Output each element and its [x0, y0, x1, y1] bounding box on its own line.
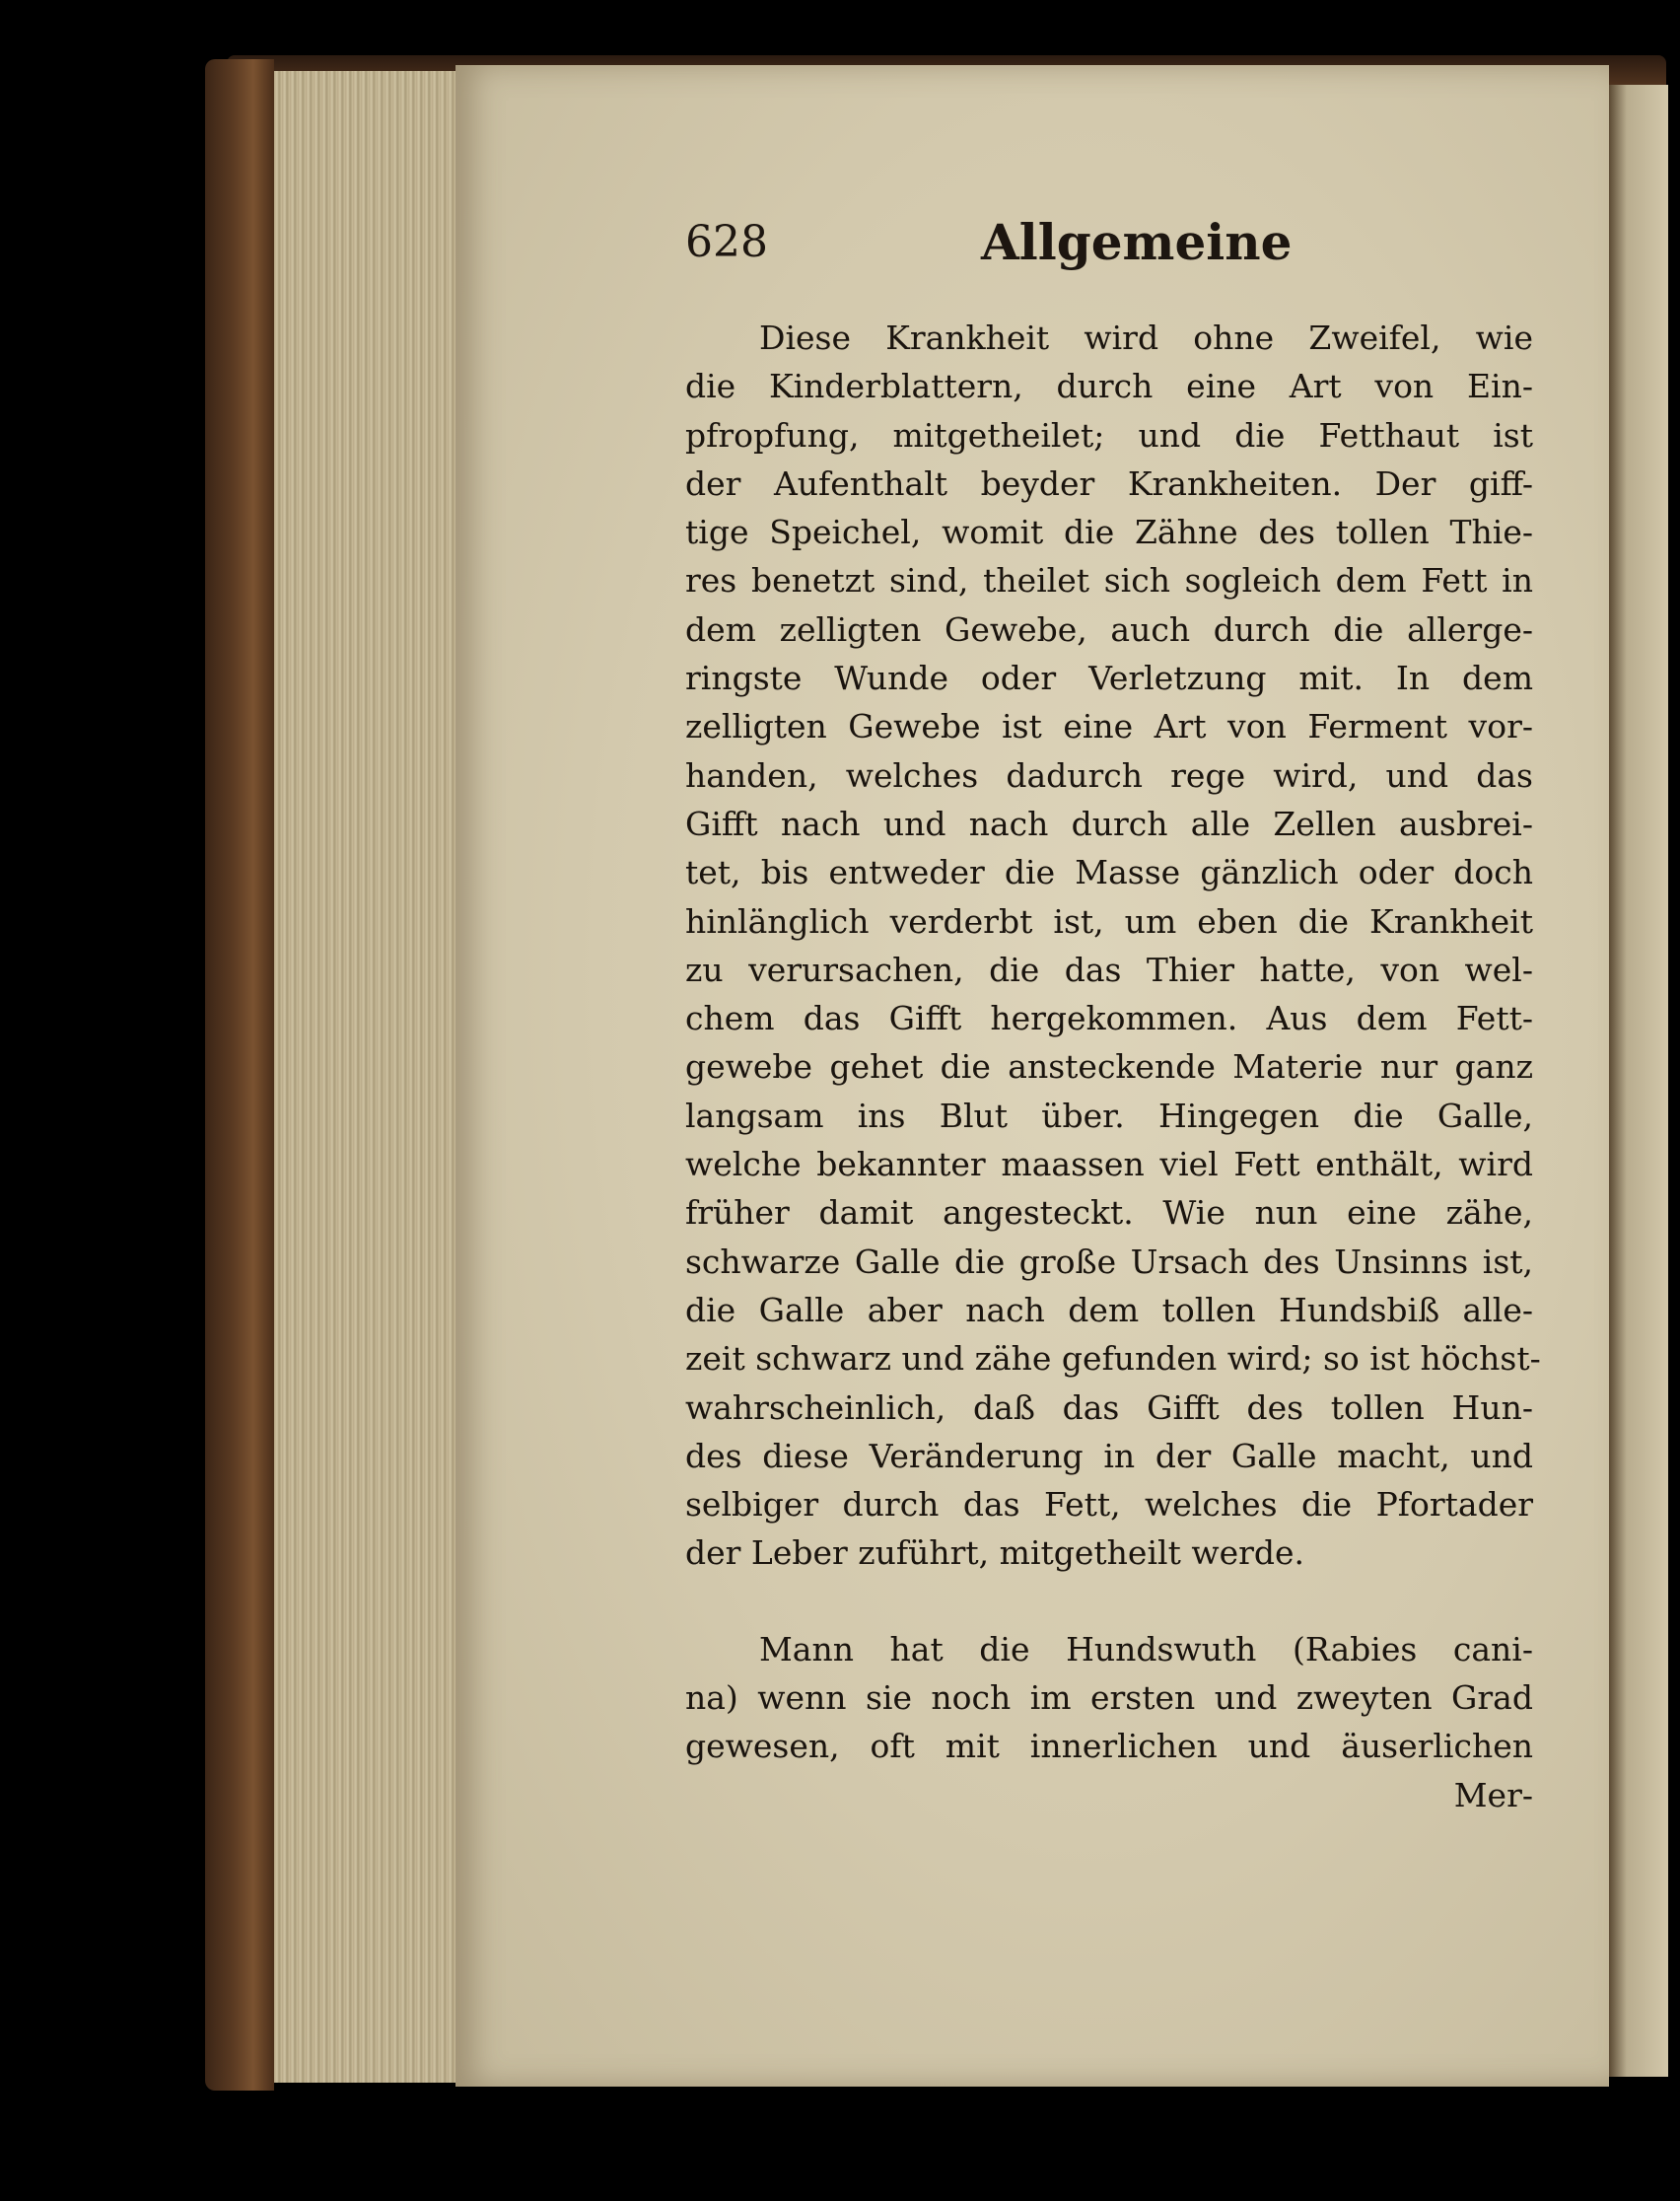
text-line: hinlänglich verderbt ist, um eben die Krankheit — [685, 901, 1533, 941]
facing-page-edge — [1609, 85, 1668, 2077]
text-line: der Aufenthalt beyder Krankheiten. Der giff- — [685, 463, 1533, 503]
text-line: des diese Veränderung in der Galle macht, und — [685, 1436, 1533, 1475]
text-line: dem zelligten Gewebe, auch durch die allerge- — [685, 609, 1533, 649]
text-line: selbiger durch das Fett, welches die Pfortader — [685, 1485, 1533, 1525]
catchword: Mer- — [1453, 1775, 1533, 1814]
running-head: Allgemeine — [981, 213, 1293, 271]
body-text — [685, 314, 1541, 1819]
paragraph-gap — [685, 1578, 1533, 1625]
text-line: der Leber zuführt, mitgetheilt werde. — [685, 1533, 1305, 1573]
text-line: Mann hat die Hundswuth (Rabies cani- — [759, 1629, 1533, 1668]
text-line: tet, bis entweder die Masse gänzlich oder doch — [685, 853, 1533, 892]
page-header — [685, 209, 1573, 278]
book-spine-edge — [205, 59, 274, 2091]
text-line: gewebe gehet die ansteckende Materie nur ganz — [685, 1047, 1533, 1087]
text-line: schwarze Galle die große Ursach des Unsinns ist, — [685, 1242, 1533, 1281]
text-line: zeit schwarz und zähe gefunden wird; so ist höchst- — [685, 1339, 1541, 1379]
text-line: welche bekannter maassen viel Fett enthält, wird — [685, 1145, 1533, 1184]
text-line: die Kinderblattern, durch eine Art von Ein- — [685, 367, 1533, 406]
text-line: pfropfung, mitgetheilet; und die Fetthaut ist — [685, 415, 1533, 455]
page-number: 628 — [685, 217, 768, 267]
text-line: tige Speichel, womit die Zähne des tollen Thie- — [685, 513, 1533, 552]
text-line: die Galle aber nach dem tollen Hundsbiß alle- — [685, 1290, 1533, 1329]
text-line: Diese Krankheit wird ohne Zweifel, wie — [759, 319, 1533, 357]
text-line: wahrscheinlich, daß das Gifft des tollen Hun- — [685, 1387, 1533, 1427]
text-line: zelligten Gewebe ist eine Art von Ferment vor- — [685, 707, 1533, 746]
text-line: gewesen, oft mit innerlichen und äuserlichen — [685, 1727, 1533, 1766]
text-line: res benetzt sind, theilet sich sogleich dem Fett in — [685, 561, 1533, 601]
text-line: ringste Wunde oder Verletzung mit. In dem — [685, 659, 1533, 698]
text-line: langsam ins Blut über. Hingegen die Galle, — [685, 1096, 1533, 1135]
text-line: handen, welches dadurch rege wird, und das — [685, 755, 1533, 795]
text-line: chem das Gifft hergekommen. Aus dem Fett- — [685, 999, 1533, 1038]
text-line: na) wenn sie noch im ersten und zweyten Grad — [685, 1678, 1533, 1718]
text-line: Gifft nach und nach durch alle Zellen ausbrei- — [685, 804, 1533, 843]
page-edges — [274, 71, 461, 2083]
text-line: zu verursachen, die das Thier hatte, von wel- — [685, 950, 1533, 989]
text-line: früher damit angesteckt. Wie nun eine zähe, — [685, 1193, 1533, 1233]
